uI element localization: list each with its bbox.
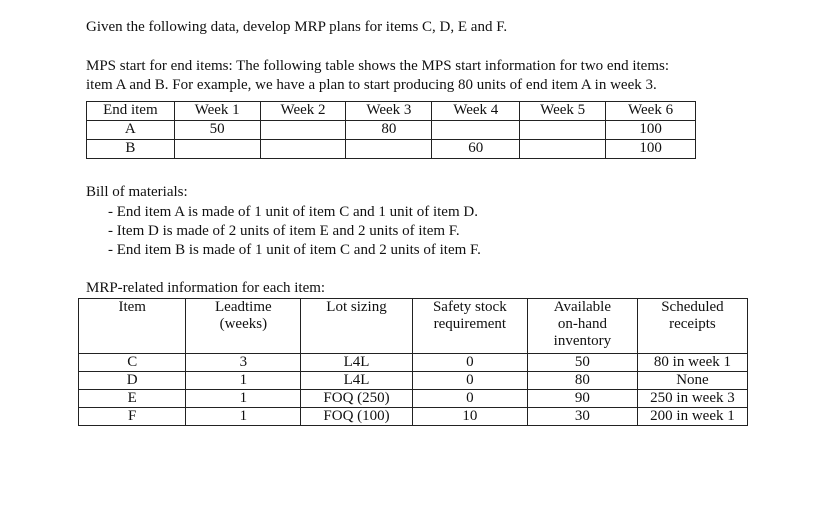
bom-item: - End item A is made of 1 unit of item C and 1 unit of item D. (108, 204, 478, 220)
mrp-header-cell: Safety stock requirement (412, 299, 527, 354)
mrp-cell: None (637, 372, 747, 390)
bom-title: Bill of materials: (86, 184, 188, 200)
mrp-cell: 250 in week 3 (637, 390, 747, 408)
mrp-cell: D (79, 372, 186, 390)
mps-cell: 50 (174, 121, 260, 140)
mrp-cell: L4L (301, 372, 413, 390)
mps-cell: 80 (346, 121, 432, 140)
mps-header-cell: Week 3 (346, 102, 432, 121)
mrp-title: MRP-related information for each item: (86, 280, 326, 296)
intro-text: Given the following data, develop MRP plans for items C, D, E and F. (86, 19, 508, 35)
mps-header-cell: Week 1 (174, 102, 260, 121)
mps-header-cell: Week 4 (432, 102, 520, 121)
mps-cell: 100 (606, 121, 696, 140)
mrp-table (78, 298, 748, 426)
mrp-header-cell: Leadtime (weeks) (186, 299, 301, 354)
bom-item: - Item D is made of 2 units of item E and 2 units of item F. (108, 223, 460, 239)
mps-header-cell: Week 6 (606, 102, 696, 121)
mrp-cell: 0 (412, 354, 527, 372)
mrp-cell: 30 (527, 408, 637, 426)
mps-cell (520, 121, 606, 140)
mrp-cell: 3 (186, 354, 301, 372)
mrp-cell: 0 (412, 390, 527, 408)
mrp-header-cell: Item (79, 299, 186, 354)
mps-cell (432, 121, 520, 140)
mrp-cell: 1 (186, 390, 301, 408)
bom-item: - End item B is made of 1 unit of item C and 2 units of item F. (108, 242, 481, 258)
mrp-cell: FOQ (250) (301, 390, 413, 408)
mrp-cell: 0 (412, 372, 527, 390)
table-row (79, 372, 748, 390)
mrp-header-cell: Scheduled receipts (637, 299, 747, 354)
mrp-cell: 90 (527, 390, 637, 408)
mps-cell: A (87, 121, 175, 140)
mps-cell (520, 140, 606, 159)
mrp-cell: 1 (186, 372, 301, 390)
mps-header-cell: Week 2 (260, 102, 346, 121)
mps-description-line-2: item A and B. For example, we have a plan to start producing 80 units of end item A in week 3. (86, 77, 657, 93)
mps-cell: B (87, 140, 175, 159)
mrp-cell: 10 (412, 408, 527, 426)
table-row (87, 140, 696, 159)
mrp-cell: 200 in week 1 (637, 408, 747, 426)
mrp-header-row (79, 299, 748, 354)
mrp-cell: 80 (527, 372, 637, 390)
mrp-header-cell: Available on-hand inventory (527, 299, 637, 354)
mps-cell (260, 140, 346, 159)
table-row (79, 354, 748, 372)
mps-cell: 100 (606, 140, 696, 159)
mrp-cell: E (79, 390, 186, 408)
table-row (87, 121, 696, 140)
table-row (79, 408, 748, 426)
mps-table (86, 101, 696, 159)
mps-cell (174, 140, 260, 159)
mps-header-cell: End item (87, 102, 175, 121)
mps-cell: 60 (432, 140, 520, 159)
mrp-cell: F (79, 408, 186, 426)
mps-header-cell: Week 5 (520, 102, 606, 121)
mrp-cell: 80 in week 1 (637, 354, 747, 372)
mrp-cell: 50 (527, 354, 637, 372)
mps-description-line-1: MPS start for end items: The following table shows the MPS start information for two end items: (86, 58, 670, 74)
table-row (79, 390, 748, 408)
mps-header-row (87, 102, 696, 121)
mrp-cell: C (79, 354, 186, 372)
mrp-cell: L4L (301, 354, 413, 372)
mrp-cell: FOQ (100) (301, 408, 413, 426)
mps-cell (346, 140, 432, 159)
mrp-header-cell: Lot sizing (301, 299, 413, 354)
mrp-cell: 1 (186, 408, 301, 426)
mps-cell (260, 121, 346, 140)
